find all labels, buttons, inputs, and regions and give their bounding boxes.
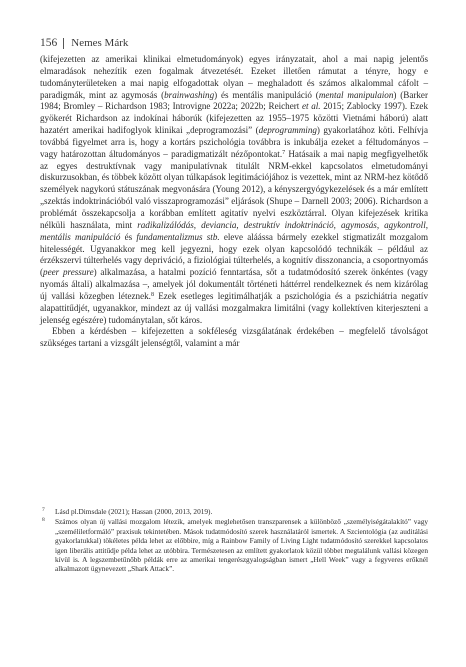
footnotes <box>40 507 428 574</box>
footnote-text: Lásd pl.Dimsdale (2021); Hassan (2000, 2013, 2019). <box>55 507 213 516</box>
running-header <box>40 37 128 49</box>
header-divider <box>63 38 64 49</box>
footnote-mark: 7 <box>42 507 45 513</box>
footnote-mark: 8 <box>42 517 45 524</box>
footnote-ref-7[interactable]: 7 <box>282 149 286 156</box>
footnote-7 <box>40 507 428 516</box>
running-author: Nemes Márk <box>71 37 129 49</box>
footnote-8 <box>40 517 428 573</box>
footnote-ref-8[interactable]: 8 <box>150 291 154 298</box>
page-number: 156 <box>40 37 58 49</box>
footnote-text: Számos olyan új vallási mozgalom létezik, amelyek meglehetősen transzparensek a különböző „személyiségátalakító” vagy „személiletformáló” praxisuk tekintetében. Mások tudatmódosító szerek használatáról ismertek. A Szcientológia (az auditálási gyakorlatukkal) tökéletes példa lehet az előbbire, míg a Rainbow Family of Living Light tudatmódosító szerekkel kapcsolatos igen liberális attitűdje példa lehet az utóbbira. Természetesen az említett gyakorlatok közül többet megtalálunk vallási közegen kívül is. A legszembetűnőbb példák erre az amerikai tengerészgyalogságban ismert „Hell Week” vagy a fegyveres erőknél alkalmazott ügynevezett „Shark Attack”. <box>55 517 428 574</box>
paragraph-2: Ebben a kérdésben – kifejezetten a sokféleség vizsgálatának érdekében – megfelelő távolságot szükséges tartani a vizsgált jelenségtől, valamint a már <box>40 326 428 349</box>
main-text <box>40 54 428 350</box>
paragraph-1: (kifejezetten az amerikai klinikai elmetudományok) egyes irányzatait, ahol a mai napig jelentős elmaradások nehezítik ezen fogalmak átvezetését. Ezeket illetően rámutat a tényre, hogy e tudományterületeken a mai napig elfogadottak olyan – meghaladott és számos alkalommal cáfolt – paradigmák, mint az agymosás (brainwashing) és mentális manipuláció (mental manipulaion) (Barker 1984; Bromley – Richardson 1983; Introvigne 2022a; 2022b; Reichert et al. 2015; Zablocky 1997). Ezek gyökerét Richardson az indokínai háborúk (kifejezetten az 1955–1975 közötti Vietnámi háború) alatt hazatért amerikai hadifoglyok klinikai „deprogramozási” (deprogramming) gyakorlatához köti. Felhívja továbbá figyelmet arra is, hogy a kortárs pszichológia továbbra is inkubálja ezeket a féltudományos – vagy határozottan áltudományos – paradigmatizált nézőpontokat.$^7$ Hatásaik a mai napig megfigyelhetők az egyes destruktívnak vagy manipulatívnak titulált NRM-ekkel kapcsolatos elmetudományi diskurzusokban, és többek között olyan túlkapások legitimációjához is vezettek, mint az NRM-hez kötődő személyek nagykorú státuszának megvonására (Young 2012), a kényszergyógykezelések és a már említett „szektás indoktrinációból való visszaprogramozási” eljárások (Shupe – Darnell 2003; 2006). Richardson a problémát összekapcsolja a korábban említett agitatív nyelvi eszköztárral. Olyan kifejezések kritika nélküli használata, mint radikalizálódás, deviancia, destruktív indoktrináció, agymosás, agykontroll, mentális manipuláció és fundamentalizmus stb. eleve aláássa bármely ezekkel stigmatizált mozgalom hitelességét. Ugyanakkor meg kell jegyezni, hogy ezek olyan kapcsolódó technikák – például az érzékszervi túlterhelés vagy depriváció, a fiziológiai túlterhelés, a kognitív disszonancia, a csoportnyomás (peer pressure) alkalmazása, a hatalmi pozíció fenntartása, sőt a tudatmódosító szerek önkéntes (vagy nyomás általi) alkalmazása –, amelyek jól dokumentált történeti háttérrel rendelkeznek és nem kizárólag új vallási közegben léteznek.$^8$ Ezek esetleges legitimálhatják a pszichológia és a pszichiátria negatív alapattitűdjét, ugyanakkor, mindezt az új vallási mozgalmakra limitálni (vagy kollektíven kiterjeszteni a jelenség egészére) tudománytalan, sőt káros. <box>40 54 429 325</box>
